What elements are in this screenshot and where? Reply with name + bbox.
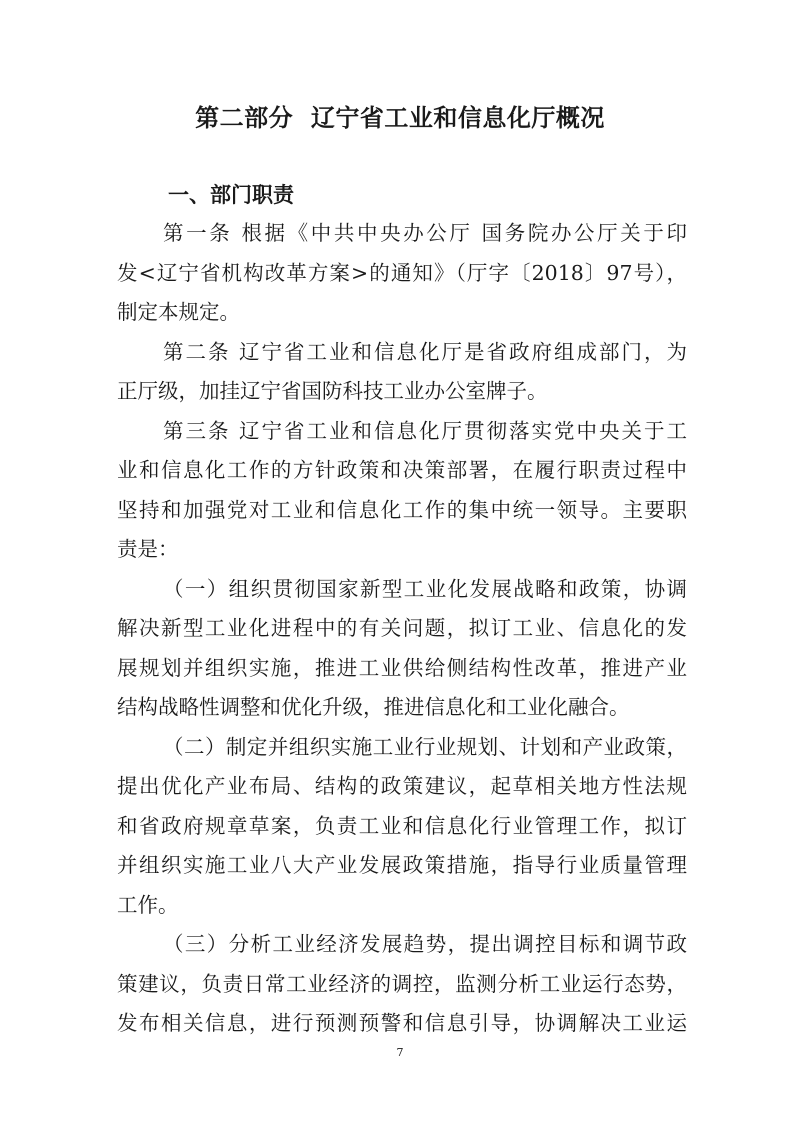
paragraph-line: 策建议，负责日常工业经济的调控，监测分析工业运行态势， [117, 971, 687, 996]
page-title: 第二部分 辽宁省工业和信息化厅概况 [195, 104, 605, 132]
paragraph-line: 展规划并组织实施，推进工业供给侧结构性改革，推进产业 [117, 655, 687, 680]
paragraph-line: （二）制定并组织实施工业行业规划、计划和产业政策， [163, 734, 687, 759]
paragraph-line: （三）分析工业经济发展趋势，提出调控目标和调节政 [163, 932, 687, 956]
paragraph-line: 坚持和加强党对工业和信息化工作的集中统一领导。主要职 [117, 497, 687, 522]
paragraph-line: 发<辽宁省机构改革方案>的通知》（厅字〔2018〕97号）， [117, 260, 687, 285]
paragraph-line: 责是： [117, 537, 179, 561]
paragraph-line: 并组织实施工业八大产业发展政策措施，指导行业质量管理 [117, 853, 687, 877]
paragraph-line: 第二条 辽宁省工业和信息化厅是省政府组成部门，为 [163, 339, 687, 364]
paragraph-line: 第三条 辽宁省工业和信息化厅贯彻落实党中央关于工 [163, 418, 687, 443]
document-body [117, 214, 687, 1044]
paragraph-line: 和省政府规章草案，负责工业和信息化行业管理工作，拟订 [117, 813, 687, 838]
page-number: 7 [396, 1046, 404, 1059]
paragraph-line: 工作。 [117, 892, 179, 917]
paragraph-line: 发布相关信息，进行预测预警和信息引导，协调解决工业运 [117, 1011, 687, 1035]
paragraph-line: 结构战略性调整和优化升级，推进信息化和工业化融合。 [117, 695, 630, 719]
section-heading: 一、部门职责 [168, 183, 294, 207]
paragraph-line: 制定本规定。 [117, 300, 240, 324]
paragraph-line: 解决新型工业化进程中的有关问题，拟订工业、信息化的发 [117, 616, 687, 640]
paragraph-line: 正厅级，加挂辽宁省国防科技工业办公室牌子。 [117, 379, 548, 403]
paragraph-line: 第一条 根据《中共中央办公厅 国务院办公厅关于印 [163, 221, 687, 245]
paragraph-line: 提出优化产业布局、结构的政策建议，起草相关地方性法规 [117, 774, 687, 798]
paragraph-line: 业和信息化工作的方针政策和决策部署，在履行职责过程中 [117, 458, 687, 482]
paragraph-line: （一）组织贯彻国家新型工业化发展战略和政策，协调 [163, 576, 687, 601]
